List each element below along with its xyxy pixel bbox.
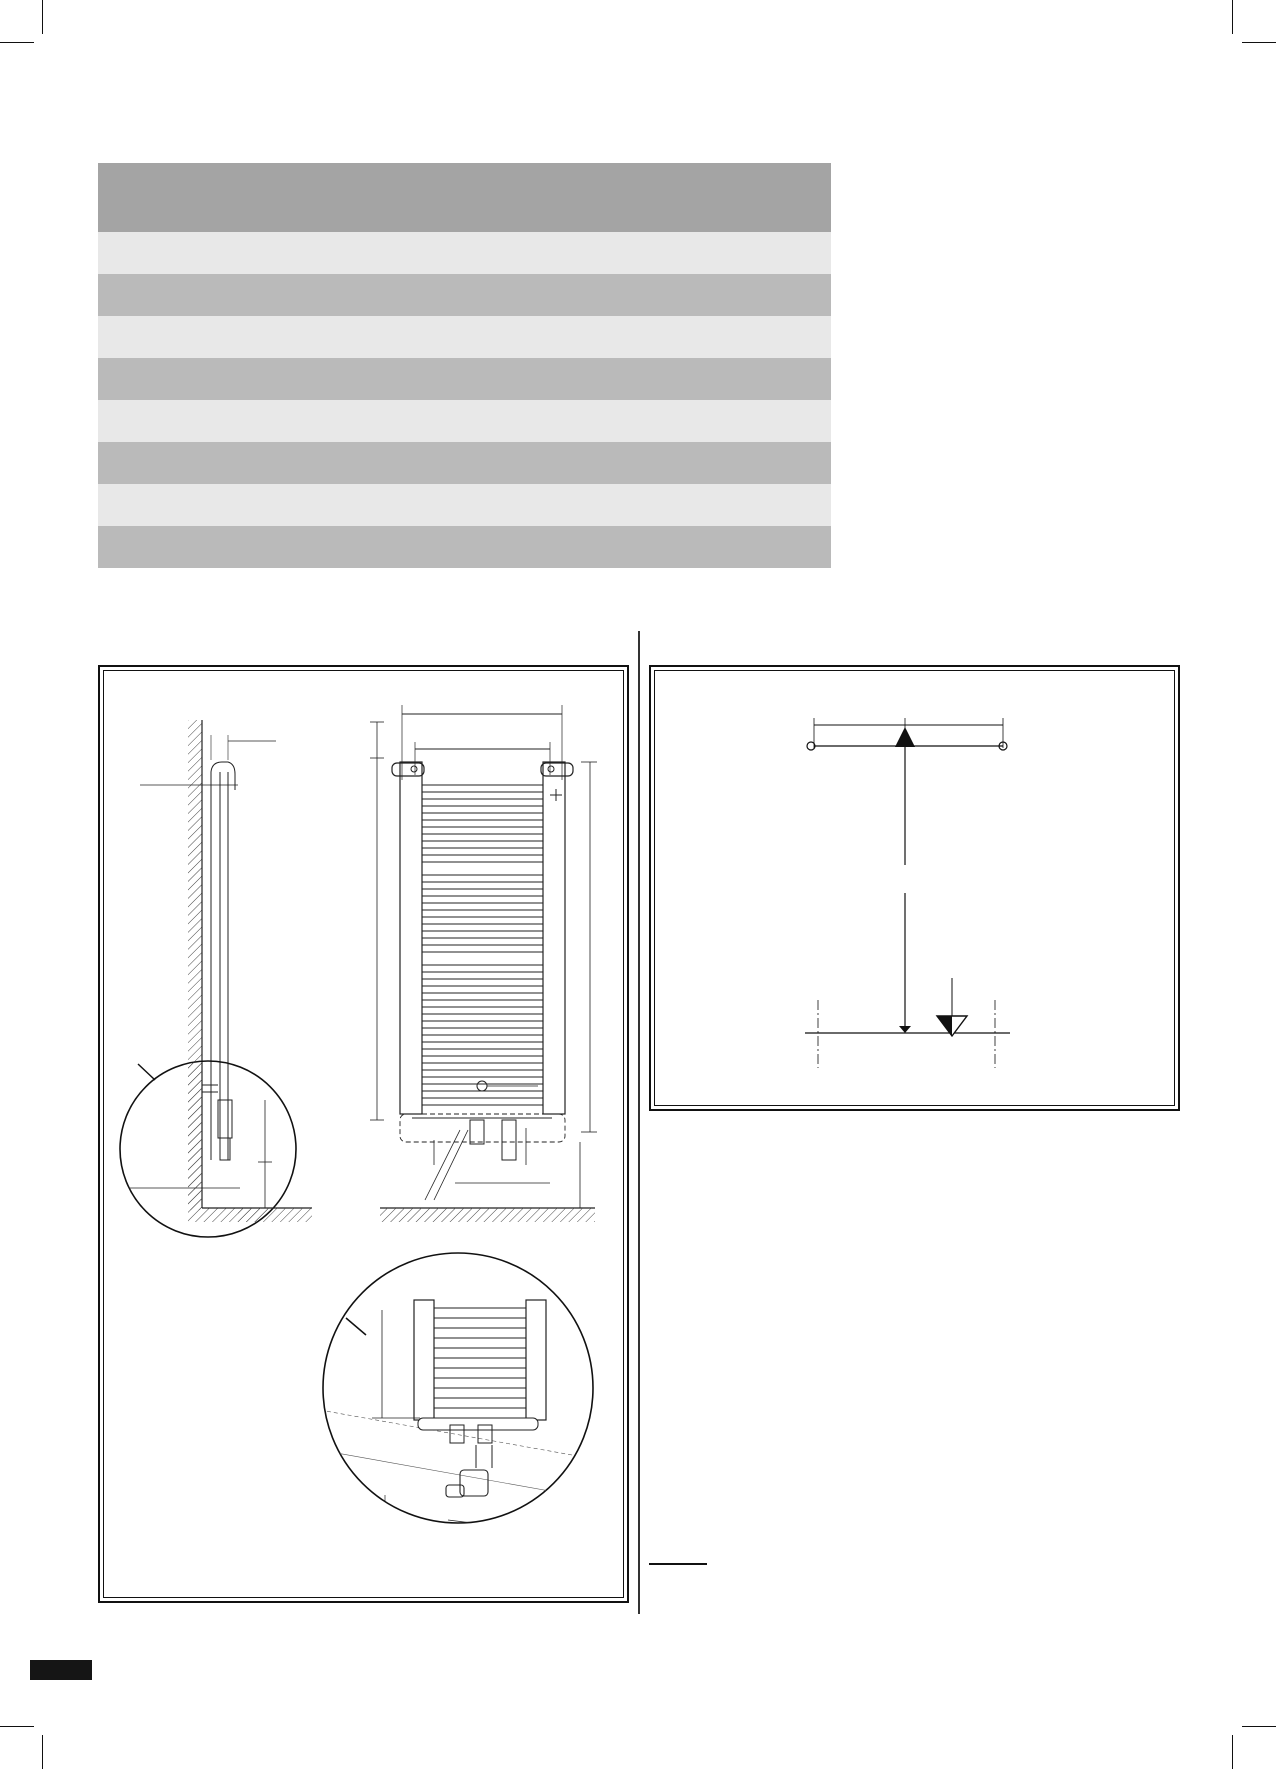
footnote-rule bbox=[649, 1563, 707, 1565]
page-number-tab bbox=[30, 1660, 92, 1680]
